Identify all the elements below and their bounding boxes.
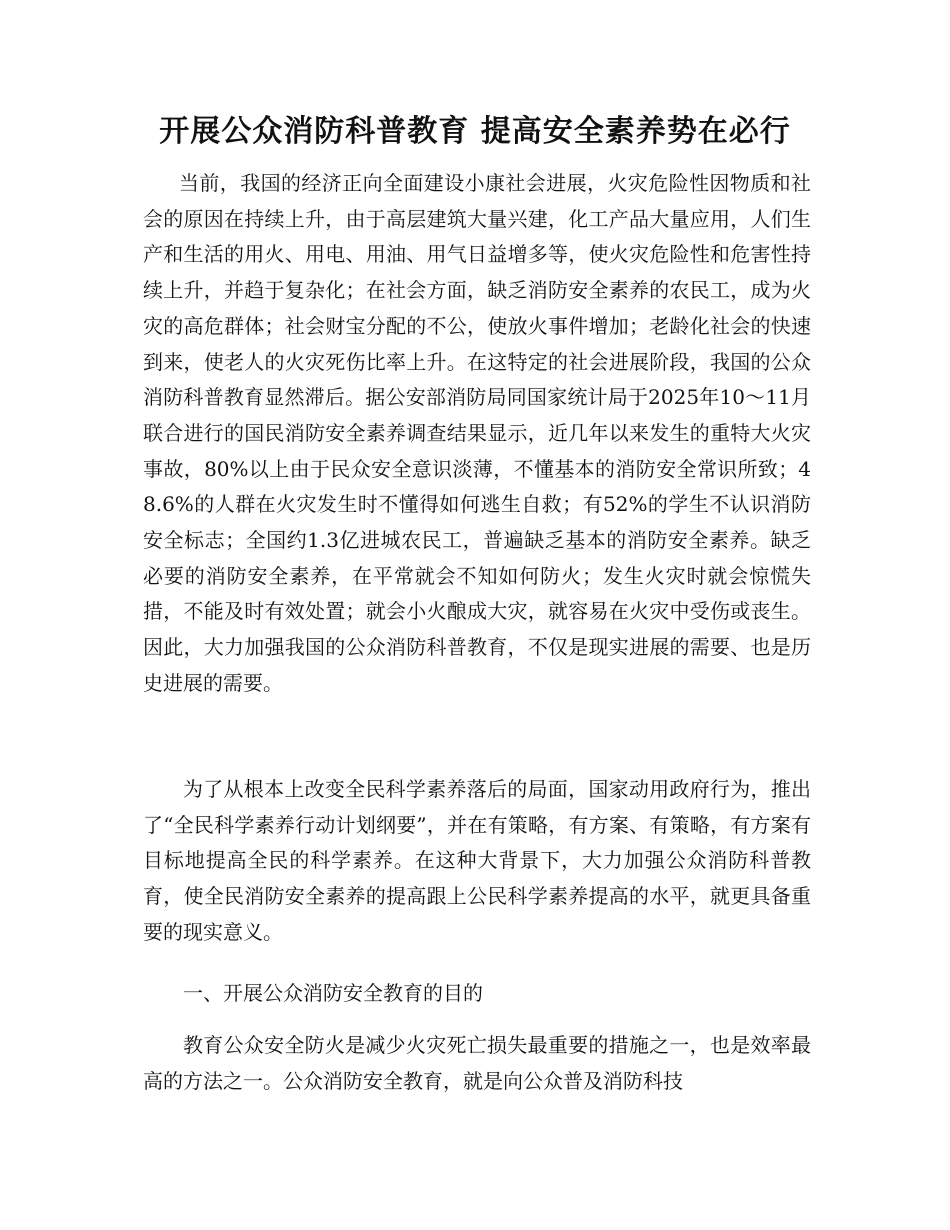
document-title: 开展公众消防科普教育 提高安全素养势在必行 [159,114,791,149]
paragraph-science-literacy: 为了从根本上改变全民科学素养落后的局面，国家动用政府行为，推出了“全民科学素养行动计划纲要”，并在有策略，有方案、有策略，有方案有目标地提高全民的科学素养。在这种大背景下，大力加强公众消防科普教育，使全民消防安全素养的提高跟上公民科学素养提高的水平，就更具备重要的现实意义。 [143,777,811,944]
section-heading-purpose: 一、开展公众消防安全教育的目的 [183,981,483,1005]
paragraph-education-measures: 教育公众安全防火是减少火灾死亡损失最重要的措施之一，也是效率最高的方法之一。公众消防安全教育，就是向公众普及消防科技 [143,1033,811,1093]
paragraph-intro: 当前，我国的经济正向全面建设小康社会进展，火灾危险性因物质和社会的原因在持续上升，由于高层建筑大量兴建，化工产品大量应用，人们生产和生活的用火、用电、用油、用气日益增多等，使火灾危险性和危害性持续上升，并趋于复杂化；在社会方面，缺乏消防安全素养的农民工，成为火灾的高危群体；社会财宝分配的不公，使放火事件增加；老龄化社会的快速到来，使老人的火灾死伤比率上升。在这特定的社会进展阶段，我国的公众消防科普教育显然滞后。据公安部消防局同国家统计局于2025年10～11月联合进行的国民消防安全素养调查结果显示，近几年以来发生的重特大火灾事故，80%以上由于民众安全意识淡薄，不懂基本的消防安全常识所致；48.6%的人群在火灾发生时不懂得如何逃生自救；有52%的学生不认识消防安全标志；全国约1.3亿进城农民工，普遍缺乏基本的消防安全素养。缺乏必要的消防安全素养，在平常就会不知如何防火；发生火灾时就会惊慌失措，不能及时有效处置；就会小火酿成大灾，就容易在火灾中受伤或丧生。因此，大力加强我国的公众消防科普教育，不仅是现实进展的需要、也是历史进展的需要。 [143,171,811,695]
